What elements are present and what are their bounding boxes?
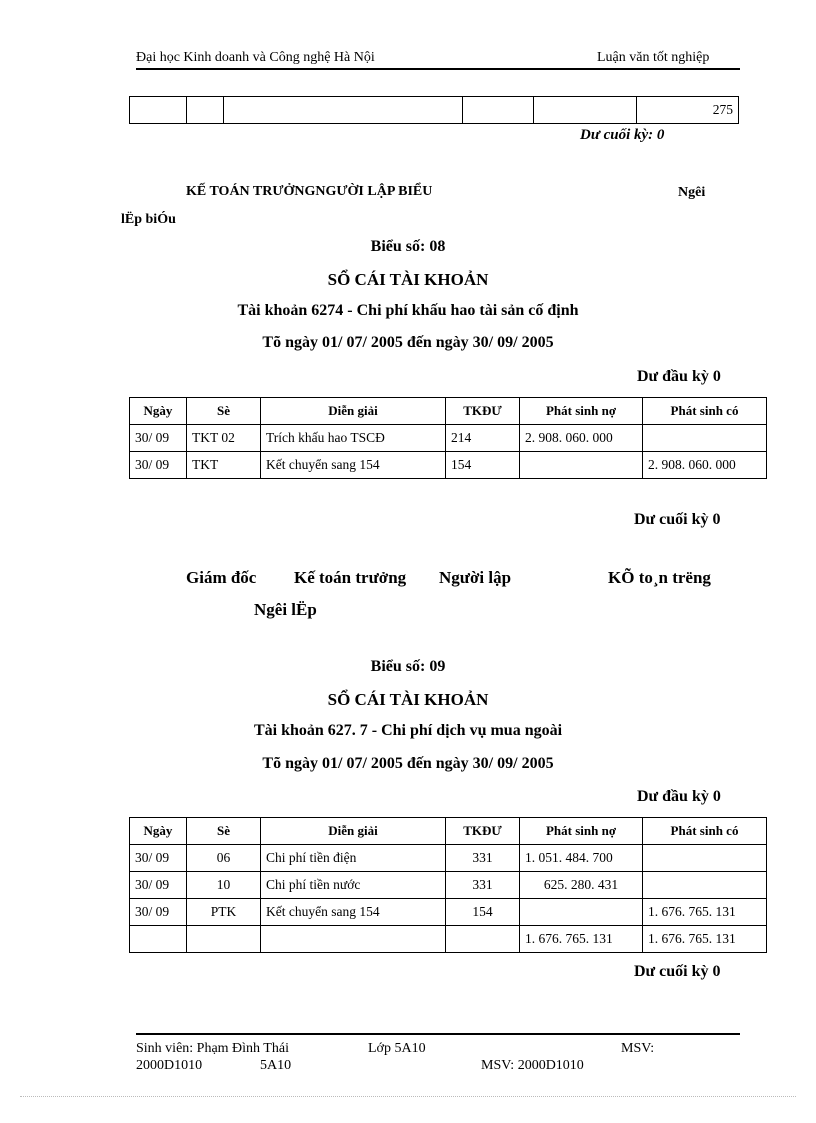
form-number-09: Biểu số: 09 bbox=[370, 658, 446, 675]
cell: Chi phí tiền nước bbox=[261, 872, 446, 899]
page-bottom-border bbox=[20, 1096, 796, 1097]
col-header: TKĐƯ bbox=[446, 818, 520, 845]
table-row bbox=[130, 452, 767, 479]
cell bbox=[261, 926, 446, 953]
signature-right: Ngêi bbox=[678, 185, 706, 200]
cell: 1. 676. 765. 131 bbox=[643, 899, 767, 926]
col-header: Sè bbox=[187, 818, 261, 845]
header-rule bbox=[136, 68, 740, 70]
signature-line-1: KẾ TOÁN TRƯỞNGNGƯỜI LẬP BIỂU bbox=[186, 184, 433, 199]
cell: 30/ 09 bbox=[130, 845, 187, 872]
closing-balance-top: Dư cuối kỳ: 0 bbox=[580, 127, 665, 143]
cell: 30/ 09 bbox=[130, 899, 187, 926]
table-row bbox=[130, 845, 767, 872]
table-header-row bbox=[130, 818, 767, 845]
col-header: Ngày bbox=[130, 398, 187, 425]
table-row bbox=[130, 97, 739, 124]
closing-balance-09: Dư cuối kỳ 0 bbox=[634, 963, 721, 980]
col-header: Diễn giải bbox=[261, 398, 446, 425]
footer-student: Sinh viên: Phạm Đình Thái bbox=[136, 1041, 289, 1056]
cell bbox=[446, 926, 520, 953]
opening-balance-08: Dư đầu kỳ 0 bbox=[637, 368, 721, 385]
col-header: Phát sinh nợ bbox=[520, 818, 643, 845]
ledger-table-09 bbox=[129, 817, 767, 953]
cell: 214 bbox=[446, 425, 520, 452]
cell: 275 bbox=[637, 97, 739, 124]
table-row bbox=[130, 425, 767, 452]
form-number-08: Biểu số: 08 bbox=[370, 238, 446, 255]
cell: Kết chuyển sang 154 bbox=[261, 452, 446, 479]
cell: 06 bbox=[187, 845, 261, 872]
cell: 1. 051. 484. 700 bbox=[520, 845, 643, 872]
col-header: Phát sinh nợ bbox=[520, 398, 643, 425]
account-name-09: Tài khoản 627. 7 - Chi phí dịch vụ mua ngoài bbox=[253, 722, 563, 739]
footer-msv: MSV: 2000D1010 bbox=[481, 1058, 584, 1073]
footer-class-2: 5A10 bbox=[260, 1058, 292, 1073]
footer-rule bbox=[136, 1033, 740, 1035]
col-header: Diễn giải bbox=[261, 818, 446, 845]
sign-director: Giám đốc bbox=[186, 568, 257, 587]
period-09: Tõ ngày 01/ 07/ 2005 đến ngày 30/ 09/ 2005 bbox=[262, 755, 554, 772]
cell bbox=[643, 425, 767, 452]
cell: Trích khấu hao TSCĐ bbox=[261, 425, 446, 452]
cell bbox=[520, 452, 643, 479]
cell: 2. 908. 060. 000 bbox=[520, 425, 643, 452]
cell: TKT 02 bbox=[187, 425, 261, 452]
table-row bbox=[130, 926, 767, 953]
cell: TKT bbox=[187, 452, 261, 479]
cell: 30/ 09 bbox=[130, 425, 187, 452]
cell: 30/ 09 bbox=[130, 872, 187, 899]
table-header-row bbox=[130, 398, 767, 425]
header-thesis: Luận văn tốt nghiệp bbox=[597, 50, 710, 65]
period-08: Tõ ngày 01/ 07/ 2005 đến ngày 30/ 09/ 2005 bbox=[262, 334, 554, 351]
signature-cont: lËp biÓu bbox=[121, 212, 176, 227]
cell: PTK bbox=[187, 899, 261, 926]
table-row bbox=[130, 872, 767, 899]
col-header: Phát sinh có bbox=[643, 398, 767, 425]
cell bbox=[520, 899, 643, 926]
closing-balance-08: Dư cuối kỳ 0 bbox=[634, 511, 721, 528]
cell: 331 bbox=[446, 845, 520, 872]
sign-right: KÕ to¸n trëng bbox=[608, 568, 711, 587]
table-row bbox=[130, 899, 767, 926]
col-header: TKĐƯ bbox=[446, 398, 520, 425]
footer-code: 2000D1010 bbox=[136, 1058, 203, 1073]
cell bbox=[130, 926, 187, 953]
col-header: Sè bbox=[187, 398, 261, 425]
cell: Kết chuyển sang 154 bbox=[261, 899, 446, 926]
cell: 331 bbox=[446, 872, 520, 899]
cell bbox=[187, 926, 261, 953]
sign-cont: Ngêi lËp bbox=[254, 600, 317, 619]
col-header: Ngày bbox=[130, 818, 187, 845]
footer-class: Lớp 5A10 bbox=[368, 1041, 426, 1056]
cell: 2. 908. 060. 000 bbox=[643, 452, 767, 479]
cell bbox=[643, 872, 767, 899]
sign-chief-accountant: Kế toán trưởng bbox=[294, 568, 407, 587]
sign-preparer: Người lập bbox=[439, 568, 512, 587]
footer-msv-label: MSV: bbox=[621, 1041, 655, 1056]
opening-balance-09: Dư đầu kỳ 0 bbox=[637, 788, 721, 805]
cell: 625. 280. 431 bbox=[520, 872, 643, 899]
cell: Chi phí tiền điện bbox=[261, 845, 446, 872]
ledger-title-08: SỔ CÁI TÀI KHOẢN bbox=[327, 270, 489, 289]
ledger-table-08 bbox=[129, 397, 767, 479]
cell: 1. 676. 765. 131 bbox=[520, 926, 643, 953]
header-school: Đại học Kinh doanh và Công nghệ Hà Nội bbox=[136, 50, 375, 65]
ledger-title-09: SỔ CÁI TÀI KHOẢN bbox=[327, 690, 489, 709]
cell bbox=[643, 845, 767, 872]
cell: 1. 676. 765. 131 bbox=[643, 926, 767, 953]
col-header: Phát sinh có bbox=[643, 818, 767, 845]
cell: 154 bbox=[446, 899, 520, 926]
cell: 10 bbox=[187, 872, 261, 899]
cell: 30/ 09 bbox=[130, 452, 187, 479]
top-table-fragment bbox=[129, 96, 739, 124]
account-name-08: Tài khoản 6274 - Chi phí khấu hao tài sản cố định bbox=[237, 302, 579, 319]
cell: 154 bbox=[446, 452, 520, 479]
